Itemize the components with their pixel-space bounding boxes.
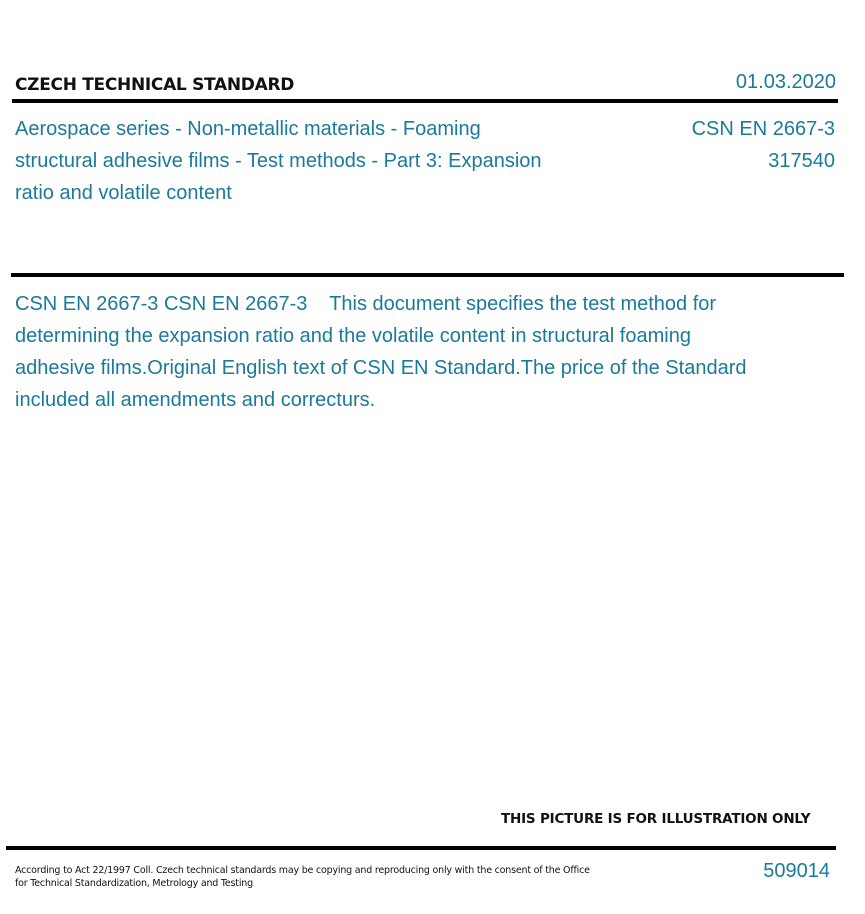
section-divider [11,273,844,277]
header-title: CZECH TECHNICAL STANDARD [15,75,295,95]
footer-divider [6,846,836,850]
document-title: Aerospace series - Non-metallic materials - Foaming structural adhesive films - Test methods - Part 3: Expansion ratio and volatile content [15,118,542,204]
legal-notice-line-2: for Technical Standardization, Metrology and Testing [15,878,253,889]
header-divider [12,99,838,103]
document-code: 509014 [763,860,830,882]
publication-date: 01.03.2020 [735,71,836,93]
standard-number: CSN EN 2667-3 [691,118,835,140]
legal-notice-line-1: According to Act 22/1997 Coll. Czech technical standards may be copying and reproducing only with the consent of the Office [15,865,590,876]
document-identifiers [692,113,835,177]
catalog-number: 317540 [768,150,835,172]
illustration-note: THIS PICTURE IS FOR ILLUSTRATION ONLY [501,811,811,827]
legal-notice [15,864,595,890]
document-description: CSN EN 2667-3 CSN EN 2667-3 This document specifies the test method for determining the expansion ratio and the volatile content in structural foaming adhesive films.Original English text of CSN EN Standard.The price of the Standard included all amendments and correcturs. [15,293,753,411]
